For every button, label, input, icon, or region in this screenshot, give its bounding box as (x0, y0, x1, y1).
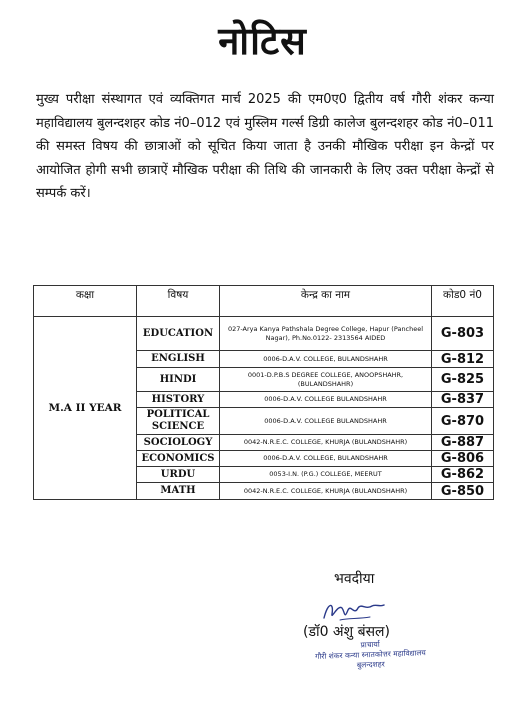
subject-cell: ECONOMICS (137, 451, 220, 467)
code-cell: G-862 (432, 467, 494, 483)
code-cell: G-806 (432, 451, 494, 467)
center-cell: 0006-D.A.V. COLLEGE, BULANDSHAHR (220, 351, 432, 368)
notice-body: मुख्य परीक्षा संस्थागत एवं व्यक्तिगत मार्च 2025 की एम0ए0 द्वितीय वर्ष गौरी शंकर कन्या महाविद्यालय बुलन्दशहर कोड नं0–012 एवं मुस्लिम गर्ल्स डिग्री कालेज बुलन्दशहर कोड नं0–011 की समस्त विषय की छात्राओं को सूचित किया जाता है उनकी मौखिक परीक्षा इन केन्द्रों पर आयोजित होगी सभी छात्राऐं मौखिक परीक्षा की तिथि की जानकारी के लिए उक्त परीक्षा केन्द्रों से सम्पर्क करें। (36, 92, 494, 201)
exam-centers-table (33, 285, 494, 500)
table-header-row (34, 286, 494, 317)
subject-cell: POLITICAL SCIENCE (137, 408, 220, 435)
notice-title: नोटिस (218, 19, 307, 63)
code-cell: G-850 (432, 483, 494, 500)
code-cell: G-812 (432, 351, 494, 368)
header-class: कक्षा (34, 286, 137, 317)
code-cell: G-887 (432, 435, 494, 451)
center-cell: 027-Arya Kanya Pathshala Degree College, Hapur (Pancheel Nagar), Ph.No.0122- 2313564 AIDED (220, 317, 432, 351)
closing-text: भवदीया (334, 571, 375, 587)
center-cell: 0006-D.A.V. COLLEGE BULANDSHAHR (220, 408, 432, 435)
center-cell: 0053-I.N. (P.G.) COLLEGE, MEERUT (220, 467, 432, 483)
stamp-city: बुलन्दशहर (356, 659, 385, 670)
subject-cell: EDUCATION (137, 317, 220, 351)
signer-name: (डॉ0 अंशु बंसल) (303, 624, 391, 640)
header-subject: विषय (137, 286, 220, 317)
stamp-institution: गौरी शंकर कन्या स्नातकोत्तर महाविद्यालय (314, 648, 426, 661)
center-cell: 0006-D.A.V. COLLEGE BULANDSHAHR (220, 392, 432, 408)
subject-cell: MATH (137, 483, 220, 500)
principal-stamp (288, 637, 454, 673)
subject-cell: HINDI (137, 368, 220, 392)
code-cell: G-837 (432, 392, 494, 408)
table-row (34, 317, 494, 351)
code-cell: G-825 (432, 368, 494, 392)
class-cell: M.A II YEAR (34, 317, 137, 500)
header-center: केन्द्र का नाम (220, 286, 432, 317)
center-cell: 0001-D.P.B.S DEGREE COLLEGE, ANOOPSHAHR, (BULANDSHAHR) (220, 368, 432, 392)
code-cell: G-870 (432, 408, 494, 435)
center-cell: 0006-D.A.V. COLLEGE, BULANDSHAHR (220, 451, 432, 467)
subject-cell: HISTORY (137, 392, 220, 408)
stamp-designation: प्राचार्या (360, 639, 380, 650)
center-cell: 0042-N.R.E.C. COLLEGE, KHURJA (BULANDSHAHR) (220, 483, 432, 500)
subject-cell: SOCIOLOGY (137, 435, 220, 451)
header-code: कोड0 नं0 (432, 286, 494, 317)
code-cell: G-803 (432, 317, 494, 351)
subject-cell: URDU (137, 467, 220, 483)
subject-cell: ENGLISH (137, 351, 220, 368)
center-cell: 0042-N.R.E.C. COLLEGE, KHURJA (BULANDSHAHR) (220, 435, 432, 451)
